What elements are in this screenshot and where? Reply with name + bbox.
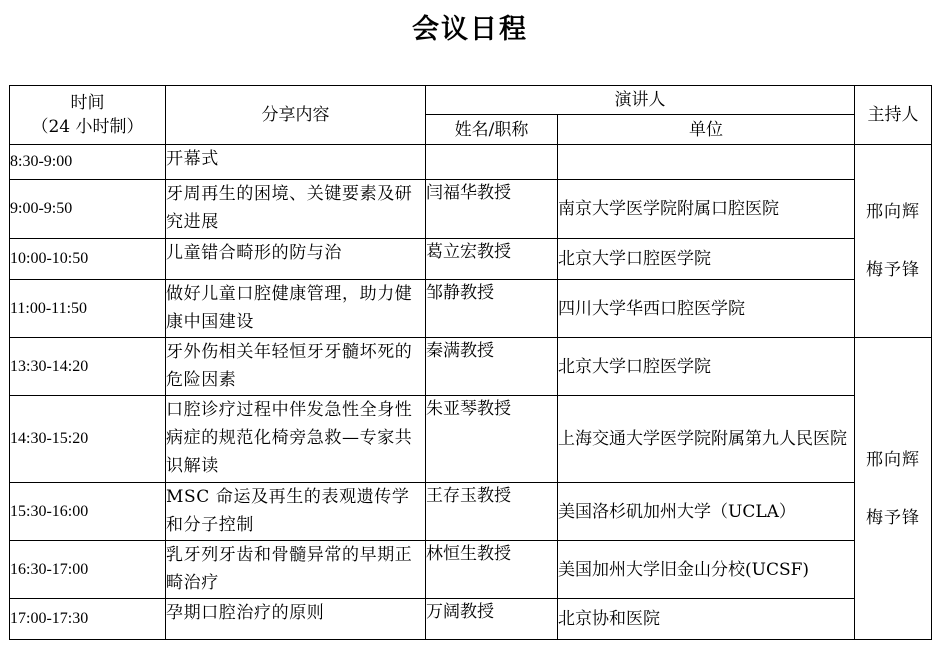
table-row xyxy=(10,145,932,180)
institution-cell xyxy=(558,145,855,180)
institution-cell: 上海交通大学医学院附属第九人民医院 xyxy=(558,396,855,483)
speaker-cell: 闫福华教授 xyxy=(426,180,558,239)
col-header-speaker-name: 姓名/职称 xyxy=(426,115,558,145)
institution-cell: 北京大学口腔医学院 xyxy=(558,338,855,396)
host-name: 邢向辉 xyxy=(866,449,920,470)
topic-cell: 儿童错合畸形的防与治 xyxy=(166,239,426,280)
col-header-host: 主持人 xyxy=(855,86,932,145)
topic-cell: 口腔诊疗过程中伴发急性全身性病症的规范化椅旁急救—专家共识解读 xyxy=(166,396,426,483)
time-cell: 9:00-9:50 xyxy=(10,180,166,239)
speaker-cell: 秦满教授 xyxy=(426,338,558,396)
host-name: 邢向辉 xyxy=(866,202,920,222)
topic-cell: 牙周再生的困境、关键要素及研究进展 xyxy=(166,180,426,239)
institution-cell: 北京大学口腔医学院 xyxy=(558,239,855,280)
speaker-cell xyxy=(426,145,558,180)
time-cell: 15:30-16:00 xyxy=(10,483,166,541)
col-header-topic: 分享内容 xyxy=(166,86,426,145)
speaker-cell: 王存玉教授 xyxy=(426,483,558,541)
col-header-time-label: 时间 xyxy=(70,93,105,113)
speaker-cell: 万阔教授 xyxy=(426,599,558,640)
schedule-table xyxy=(9,85,932,640)
topic-cell: 孕期口腔治疗的原则 xyxy=(166,599,426,640)
time-cell: 10:00-10:50 xyxy=(10,239,166,280)
institution-cell: 南京大学医学院附属口腔医院 xyxy=(558,180,855,239)
speaker-cell: 朱亚琴教授 xyxy=(426,396,558,483)
time-cell: 11:00-11:50 xyxy=(10,280,166,338)
topic-cell: 做好儿童口腔健康管理，助力健康中国建设 xyxy=(166,280,426,338)
host-cell-afternoon xyxy=(855,338,932,640)
page-title: 会议日程 xyxy=(412,14,528,45)
institution-cell: 北京协和医院 xyxy=(558,599,855,640)
table-row xyxy=(10,338,932,396)
table-row xyxy=(10,541,932,599)
table-row xyxy=(10,599,932,640)
topic-cell: 牙外伤相关年轻恒牙牙髓坏死的危险因素 xyxy=(166,338,426,396)
col-header-time-unit: （24 小时制） xyxy=(31,117,144,137)
institution-cell: 美国加州大学旧金山分校(UCSF) xyxy=(558,541,855,599)
table-row xyxy=(10,180,932,239)
topic-cell: MSC 命运及再生的表观遗传学和分子控制 xyxy=(166,483,426,541)
topic-cell: 开幕式 xyxy=(166,145,426,180)
time-cell: 16:30-17:00 xyxy=(10,541,166,599)
table-row xyxy=(10,280,932,338)
institution-cell: 美国洛杉矶加州大学（UCLA） xyxy=(558,483,855,541)
table-row xyxy=(10,396,932,483)
table-row xyxy=(10,483,932,541)
topic-cell: 乳牙列牙齿和骨髓异常的早期正畸治疗 xyxy=(166,541,426,599)
time-cell: 13:30-14:20 xyxy=(10,338,166,396)
institution-cell: 四川大学华西口腔医学院 xyxy=(558,280,855,338)
time-cell: 17:00-17:30 xyxy=(10,599,166,640)
host-name: 梅予锋 xyxy=(866,260,920,280)
speaker-cell: 林恒生教授 xyxy=(426,541,558,599)
header-row xyxy=(10,86,932,115)
col-header-time xyxy=(10,86,166,145)
table-row xyxy=(10,239,932,280)
col-header-speaker-inst: 单位 xyxy=(558,115,855,145)
speaker-cell: 葛立宏教授 xyxy=(426,239,558,280)
speaker-cell: 邹静教授 xyxy=(426,280,558,338)
time-cell: 14:30-15:20 xyxy=(10,396,166,483)
host-cell-morning xyxy=(855,145,932,338)
time-cell: 8:30-9:00 xyxy=(10,145,166,180)
col-header-speaker: 演讲人 xyxy=(426,86,855,115)
host-name: 梅予锋 xyxy=(866,507,920,528)
